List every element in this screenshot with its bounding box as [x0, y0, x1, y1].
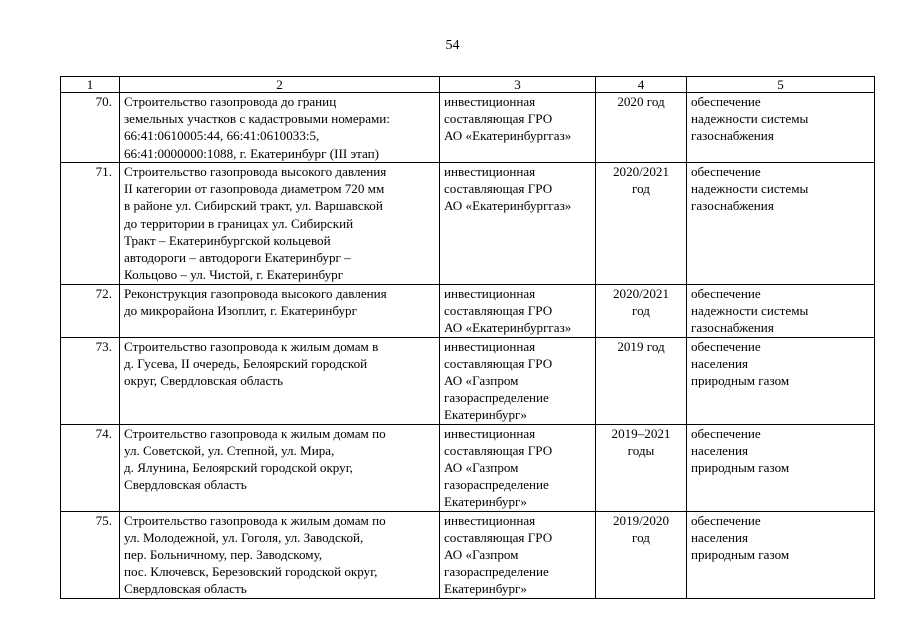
project-name-line: Реконструкция газопровода высокого давления [124, 286, 387, 301]
funding-source-cell [440, 285, 596, 338]
funding-source-line: АО «Екатеринбурггаз» [444, 128, 572, 144]
purpose-cell [687, 285, 875, 338]
table-row [61, 163, 875, 285]
project-name-cell [120, 511, 440, 598]
purpose-line: населения [691, 529, 748, 545]
funding-source-line: АО «Екатеринбурггаз» [444, 198, 572, 214]
period-line: год [632, 303, 650, 319]
funding-source-line: АО «Екатеринбурггаз» [444, 320, 572, 336]
period-cell [596, 337, 687, 424]
purpose-line: природным газом [691, 547, 790, 563]
purpose-line: обеспечение [691, 338, 761, 354]
column-header: 3 [440, 77, 596, 93]
purpose-line: населения [691, 442, 748, 458]
page-number: 54 [445, 38, 460, 53]
purpose-line: газоснабжения [691, 128, 774, 144]
funding-source-line: газораспределение [444, 390, 549, 406]
purpose-cell [687, 424, 875, 511]
project-name-line: земельных участков с кадастровыми номерами: [124, 111, 390, 127]
period-line: год [632, 181, 650, 197]
purpose-cell [687, 93, 875, 163]
funding-source-cell [440, 511, 596, 598]
purpose-cell [687, 337, 875, 424]
project-name-line: до территории в границах ул. Сибирский [124, 215, 354, 231]
column-header: 1 [61, 77, 120, 93]
row-number: 72. [61, 285, 120, 338]
purpose-line: обеспечение [691, 425, 761, 441]
period-line: 2019/2020 [612, 512, 669, 528]
purpose-line: природным газом [691, 373, 790, 389]
project-name-line: пер. Больничному, пер. Заводскому, [124, 547, 323, 563]
project-name-line: Строительство газопровода к жилым домам по [124, 425, 386, 441]
funding-source-cell [440, 424, 596, 511]
period-line: 2019–2021 [611, 425, 671, 441]
row-number: 73. [61, 337, 120, 424]
project-name-line: Строительство газопровода до границ [124, 94, 337, 109]
column-header: 2 [120, 77, 440, 93]
project-name-line: Строительство газопровода к жилым домам по [124, 512, 386, 528]
funding-source-line: составляющая ГРО [444, 355, 553, 371]
funding-source-line: АО «Газпром [444, 460, 519, 476]
purpose-line: обеспечение [691, 94, 761, 109]
table-row [61, 337, 875, 424]
funding-source-line: составляющая ГРО [444, 442, 553, 458]
table-row [61, 424, 875, 511]
funding-source-line: газораспределение [444, 564, 549, 580]
period-cell [596, 163, 687, 285]
purpose-line: надежности системы [691, 303, 809, 319]
project-name-line: 66:41:0610005:44, 66:41:0610033:5, [124, 128, 320, 144]
period-cell [596, 93, 687, 163]
project-name-line: д. Ялунина, Белоярский городской округ, [124, 460, 353, 476]
funding-source-line: инвестиционная [444, 164, 536, 179]
project-name-cell [120, 285, 440, 338]
table-row [61, 285, 875, 338]
table-body [61, 93, 875, 599]
purpose-cell [687, 511, 875, 598]
period-line: 2020/2021 [612, 164, 669, 179]
period-line: 2020/2021 [612, 286, 669, 301]
funding-source-line: инвестиционная [444, 425, 536, 441]
period-cell [596, 285, 687, 338]
project-name-line: округ, Свердловская область [124, 373, 283, 389]
column-header: 5 [687, 77, 875, 93]
funding-source-line: составляющая ГРО [444, 303, 553, 319]
funding-source-line: составляющая ГРО [444, 529, 553, 545]
project-name-line: Строительство газопровода высокого давления [124, 164, 387, 179]
project-name-line: до микрорайона Изоплит, г. Екатеринбург [124, 303, 357, 319]
funding-source-line: Екатеринбург» [444, 494, 527, 510]
funding-source-cell [440, 163, 596, 285]
period-line: 2019 год [617, 338, 665, 354]
project-name-line: Свердловская область [124, 477, 247, 493]
purpose-line: обеспечение [691, 512, 761, 528]
column-header: 4 [596, 77, 687, 93]
purpose-line: населения [691, 355, 748, 371]
row-number: 74. [61, 424, 120, 511]
header-row [61, 77, 875, 93]
period-line: 2020 год [617, 94, 665, 109]
purpose-line: надежности системы [691, 181, 809, 197]
project-name-line: автодороги – автодороги Екатеринбург – [124, 250, 351, 266]
funding-source-line: инвестиционная [444, 338, 536, 354]
funding-source-line: газораспределение [444, 477, 549, 493]
project-name-line: ул. Молодежной, ул. Гоголя, ул. Заводской, [124, 529, 364, 545]
purpose-cell [687, 163, 875, 285]
row-number: 71. [61, 163, 120, 285]
project-name-line: д. Гусева, II очередь, Белоярский городской [124, 355, 368, 371]
funding-source-cell [440, 337, 596, 424]
project-name-line: Тракт – Екатеринбургской кольцевой [124, 232, 331, 248]
project-name-line: в районе ул. Сибирский тракт, ул. Варшавской [124, 198, 383, 214]
period-cell [596, 424, 687, 511]
project-name-cell [120, 93, 440, 163]
purpose-line: природным газом [691, 460, 790, 476]
period-cell [596, 511, 687, 598]
purpose-line: обеспечение [691, 164, 761, 179]
table-row [61, 511, 875, 598]
project-name-line: Кольцово – ул. Чистой, г. Екатеринбург [124, 267, 344, 283]
project-name-cell [120, 424, 440, 511]
row-number: 75. [61, 511, 120, 598]
funding-source-line: составляющая ГРО [444, 181, 553, 197]
funding-source-line: Екатеринбург» [444, 407, 527, 423]
funding-source-line: инвестиционная [444, 94, 536, 109]
purpose-line: обеспечение [691, 286, 761, 301]
project-name-cell [120, 163, 440, 285]
project-name-line: Строительство газопровода к жилым домам в [124, 338, 379, 354]
funding-source-line: инвестиционная [444, 286, 536, 301]
funding-source-line: Екатеринбург» [444, 581, 527, 597]
period-line: годы [627, 442, 655, 458]
purpose-line: газоснабжения [691, 320, 774, 336]
project-name-line: II категории от газопровода диаметром 720 мм [124, 181, 385, 197]
period-line: год [632, 529, 650, 545]
purpose-line: газоснабжения [691, 198, 774, 214]
project-name-line: Свердловская область [124, 581, 247, 597]
purpose-line: надежности системы [691, 111, 809, 127]
funding-source-line: АО «Газпром [444, 547, 519, 563]
table-row [61, 93, 875, 163]
project-name-cell [120, 337, 440, 424]
funding-source-line: составляющая ГРО [444, 111, 553, 127]
funding-source-line: инвестиционная [444, 512, 536, 528]
project-name-line: пос. Ключевск, Березовский городской округ, [124, 564, 378, 580]
funding-source-cell [440, 93, 596, 163]
project-name-line: ул. Советской, ул. Степной, ул. Мира, [124, 442, 335, 458]
projects-table [60, 76, 875, 599]
project-name-line: 66:41:0000000:1088, г. Екатеринбург (III этап) [124, 145, 379, 161]
funding-source-line: АО «Газпром [444, 373, 519, 389]
row-number: 70. [61, 93, 120, 163]
